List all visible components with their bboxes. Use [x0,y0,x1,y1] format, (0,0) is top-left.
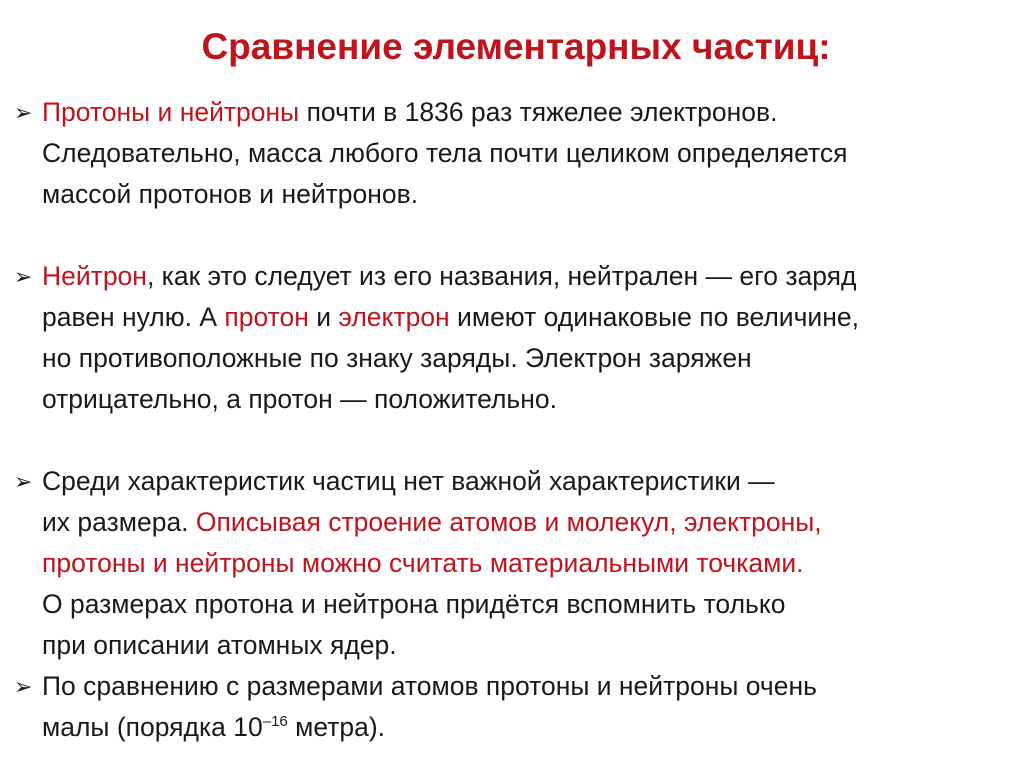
spacer [10,420,1010,461]
text: и [308,302,339,332]
text: имеют одинаковые по величине, [449,302,859,332]
bullet-line: Среди характеристик частиц нет важной характеристики — [42,466,775,496]
bullet-line: при описании атомных ядер. [42,630,397,660]
arrow-bullet-icon: ➢ [14,469,33,494]
exponent: –16 [262,713,288,730]
arrow-bullet-icon: ➢ [14,100,33,125]
slide-title: Сравнение элементарных частиц: [201,26,831,67]
bullet-particle-size [10,461,1010,666]
bullet-line: По сравнению с размерами атомов протоны и нейтроны очень [42,671,817,701]
text: их размера. [42,507,196,537]
bullet-line [42,502,1010,543]
bullet-line: отрицательно, а протон — положительно. [42,384,557,414]
bullet-line: но противоположные по знаку заряды. Электрон заряжен [42,343,752,373]
bullet-line: Следовательно, масса любого тела почти целиком определяется [42,138,848,168]
bullet-line: протоны и нейтроны можно считать материальными точками. [42,548,804,578]
bullet-size-comparison [10,666,1010,748]
text: малы (порядка 10 [42,712,263,742]
bullet-line [42,92,1010,133]
bullet-line [42,256,1010,297]
text: равен нулю. А [42,302,225,332]
text: метра). [287,712,386,742]
arrow-bullet-icon: ➢ [14,674,33,699]
highlight-text: Протоны и нейтроны [42,97,300,127]
bullet-list [10,92,1010,748]
highlight-text: Описывая строение атомов и молекул, электроны, [195,507,822,537]
bullet-line: массой протонов и нейтронов. [42,179,419,209]
highlight-text: электрон [338,302,450,332]
text: почти в 1836 раз тяжелее электронов. [299,97,778,127]
bullet-line: О размерах протона и нейтрона придётся вспомнить только [42,589,786,619]
highlight-text: Нейтрон [42,261,147,291]
text: , как это следует из его названия, нейтрален — его заряд [146,261,857,291]
bullet-protons-neutrons-mass [10,92,1010,215]
bullet-neutron-charge [10,256,1010,420]
highlight-text: протон [224,302,309,332]
bullet-line [42,707,1010,748]
bullet-line [42,297,1010,338]
arrow-bullet-icon: ➢ [14,264,33,289]
spacer [10,215,1010,256]
